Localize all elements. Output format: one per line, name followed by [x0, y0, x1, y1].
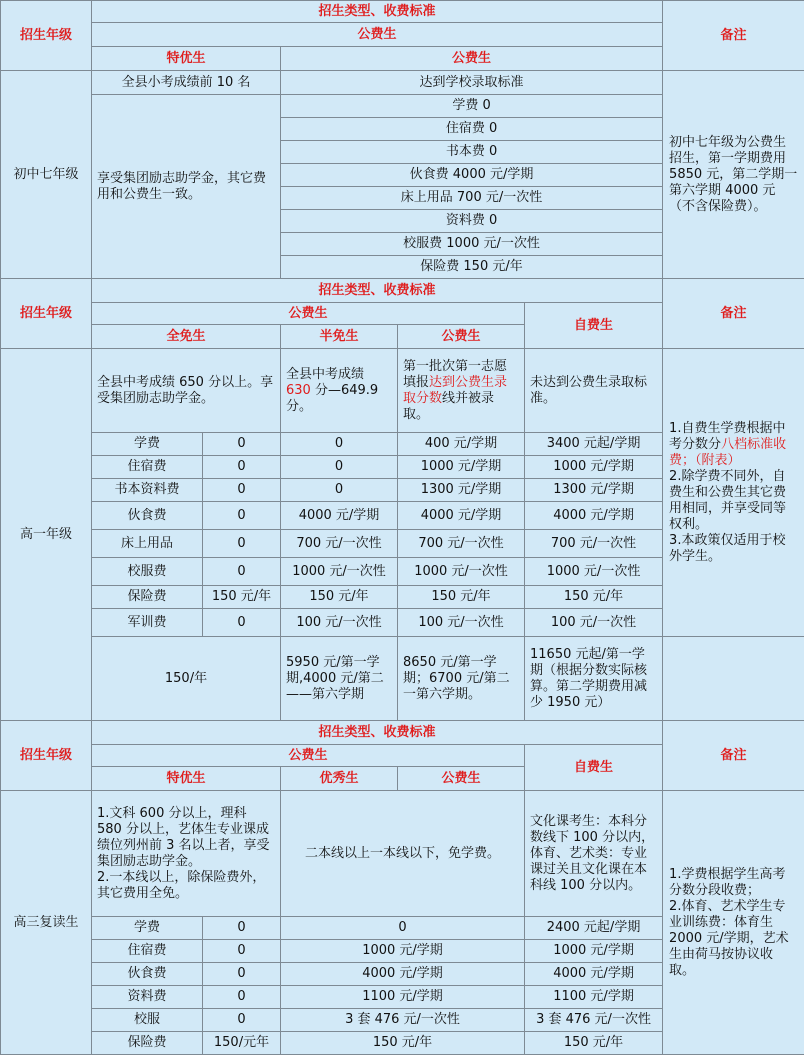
- remark-header: 备注: [663, 1, 804, 71]
- fee-self: 1000 元/学期: [525, 456, 663, 479]
- col-self: 自费生: [525, 745, 663, 791]
- fee-item: 床上用品 700 元/一次性: [281, 187, 663, 210]
- fee-item-label: 住宿费: [92, 456, 203, 479]
- fee-special: 0: [203, 963, 281, 986]
- fee-item-label: 军训费: [92, 609, 203, 637]
- fee-full: 0: [203, 479, 281, 502]
- remark-senior1: 1.自费生学费根据中考分数分八档标准收费；（附表） 2.除学费不同外，自费生和公费生其它费用相同，并享受同等权利。 3.本政策仅适用于校外学生。: [663, 349, 804, 637]
- fee-item-label: 资料费: [92, 986, 203, 1009]
- total-public: 8650 元/第一学期；6700 元/第二一第六学期。: [398, 637, 525, 721]
- remark-repeat: 1.学费根据学生高考分数分段收费； 2.体育、艺术学生专业训练费：体育生 2000 元/学期，艺术生由荷马按协议收取。: [663, 791, 804, 1055]
- col-full-free: 全免生: [92, 325, 281, 349]
- condition-half-free: 全县中考成绩 630 分—649.9 分。: [281, 349, 398, 433]
- total-half: 5950 元/第一学期,4000 元/第二——第六学期: [281, 637, 398, 721]
- fee-self: 2400 元起/学期: [525, 917, 663, 940]
- fee-item-label: 伙食费: [92, 502, 203, 530]
- fee-public: 100 元/一次性: [398, 609, 525, 637]
- fee-special: 0: [203, 917, 281, 940]
- public-group-header: 公费生: [92, 745, 525, 767]
- fee-self: 1000 元/学期: [525, 940, 663, 963]
- fee-half: 100 元/一次性: [281, 609, 398, 637]
- fee-public: 1000 元/一次性: [398, 558, 525, 586]
- col-public: 公费生: [281, 47, 663, 71]
- fee-public: 1000 元/学期: [398, 456, 525, 479]
- fee-public: 150 元/年: [398, 586, 525, 609]
- fee-self: 3 套 476 元/一次性: [525, 1009, 663, 1032]
- fee-full: 0: [203, 558, 281, 586]
- fee-full: 0: [203, 530, 281, 558]
- fee-item-label: 学费: [92, 433, 203, 456]
- fee-half: 150 元/年: [281, 586, 398, 609]
- fee-item-label: 床上用品: [92, 530, 203, 558]
- fee-mid: 0: [281, 917, 525, 940]
- condition-self: 文化课考生：本科分数线下 100 分以内，体育、艺术类：专业课过关且文化课在本科线 100 分以内。: [525, 791, 663, 917]
- col-special: 特优生: [92, 47, 281, 71]
- fee-full: 0: [203, 609, 281, 637]
- fee-self: 1300 元/学期: [525, 479, 663, 502]
- tier-highlight: 八档标准收费；（附表）: [669, 436, 787, 468]
- fee-self: 100 元/一次性: [525, 609, 663, 637]
- condition-public: 第一批次第一志愿填报达到公费生录取分数线并被录取。: [398, 349, 525, 433]
- fee-item-label: 学费: [92, 917, 203, 940]
- total-self: 11650 元起/第一学期（根据分数实际核算。第二学期费用减少 1950 元）: [525, 637, 663, 721]
- fee-item-label: 伙食费: [92, 963, 203, 986]
- fee-item-label: 保险费: [92, 586, 203, 609]
- fee-item: 住宿费 0: [281, 118, 663, 141]
- fee-self: 150 元/年: [525, 1032, 663, 1055]
- fee-item: 伙食费 4000 元/学期: [281, 164, 663, 187]
- fee-self: 3400 元起/学期: [525, 433, 663, 456]
- fee-half: 1000 元/一次性: [281, 558, 398, 586]
- total-full: 150/年: [92, 637, 281, 721]
- fee-item: 书本费 0: [281, 141, 663, 164]
- public-group-header: 公费生: [92, 23, 663, 47]
- fee-special: 0: [203, 1009, 281, 1032]
- fee-item: 保险费 150 元/年: [281, 256, 663, 279]
- admission-highlight: 达到公费生录取分数: [403, 374, 508, 406]
- fee-self: 4000 元/学期: [525, 502, 663, 530]
- remark-header: 备注: [663, 279, 804, 349]
- remark-header: 备注: [663, 721, 804, 791]
- fee-type-header: 招生类型、收费标准: [92, 721, 663, 745]
- fee-public: 4000 元/学期: [398, 502, 525, 530]
- fee-self: 4000 元/学期: [525, 963, 663, 986]
- fee-full: 0: [203, 433, 281, 456]
- fee-self: 1000 元/一次性: [525, 558, 663, 586]
- condition-mid: 二本线以上一本线以下，免学费。: [281, 791, 525, 917]
- grade-header: 招生年级: [1, 721, 92, 791]
- fee-mid: 4000 元/学期: [281, 963, 525, 986]
- grade-repeat: 高三复读生: [1, 791, 92, 1055]
- col-public: 公费生: [398, 767, 525, 791]
- fee-type-header: 招生类型、收费标准: [92, 1, 663, 23]
- fee-type-header: 招生类型、收费标准: [92, 279, 663, 303]
- fee-item-label: 住宿费: [92, 940, 203, 963]
- condition-public: 达到学校录取标准: [281, 71, 663, 95]
- fee-half: 0: [281, 479, 398, 502]
- fee-half: 700 元/一次性: [281, 530, 398, 558]
- col-self: 自费生: [525, 303, 663, 349]
- condition-self: 未达到公费生录取标准。: [525, 349, 663, 433]
- fee-mid: 150 元/年: [281, 1032, 525, 1055]
- fee-item: 资料费 0: [281, 210, 663, 233]
- fee-public: 700 元/一次性: [398, 530, 525, 558]
- fee-self: 150 元/年: [525, 586, 663, 609]
- fee-special: 150/元年: [203, 1032, 281, 1055]
- fee-half: 0: [281, 456, 398, 479]
- grade-header: 招生年级: [1, 1, 92, 71]
- col-excellent: 优秀生: [281, 767, 398, 791]
- fee-full: 0: [203, 456, 281, 479]
- fee-item-label: 保险费: [92, 1032, 203, 1055]
- public-group-header: 公费生: [92, 303, 525, 325]
- fee-special: 0: [203, 986, 281, 1009]
- fee-special: 0: [203, 940, 281, 963]
- fee-half: 4000 元/学期: [281, 502, 398, 530]
- grade-header: 招生年级: [1, 279, 92, 349]
- total-remark-empty: [663, 637, 804, 721]
- fee-full: 150 元/年: [203, 586, 281, 609]
- fee-public: 1300 元/学期: [398, 479, 525, 502]
- col-special: 特优生: [92, 767, 281, 791]
- fee-mid: 1100 元/学期: [281, 986, 525, 1009]
- fee-mid: 3 套 476 元/一次性: [281, 1009, 525, 1032]
- condition-full-free: 全县中考成绩 650 分以上。享受集团励志助学金。: [92, 349, 281, 433]
- remark-junior7: 初中七年级为公费生招生，第一学期费用 5850 元，第二学期一第六学期 4000 元（不含保险费）。: [663, 71, 804, 279]
- fee-item: 学费 0: [281, 95, 663, 118]
- fee-full: 0: [203, 502, 281, 530]
- grade-junior7: 初中七年级: [1, 71, 92, 279]
- fee-mid: 1000 元/学期: [281, 940, 525, 963]
- score-highlight: 630: [286, 382, 311, 398]
- condition-special: 1.文科 600 分以上，理科 580 分以上，艺体生专业课成绩位列州前 3 名以上者，享受集团励志助学金。 2.一本线以上，除保险费外，其它费用全免。: [92, 791, 281, 917]
- fee-self: 1100 元/学期: [525, 986, 663, 1009]
- col-half-free: 半免生: [281, 325, 398, 349]
- fee-item-label: 校服费: [92, 558, 203, 586]
- fee-self: 700 元/一次性: [525, 530, 663, 558]
- fee-item-label: 校服: [92, 1009, 203, 1032]
- fee-item: 校服费 1000 元/一次性: [281, 233, 663, 256]
- grade-senior1: 高一年级: [1, 349, 92, 721]
- condition-special: 全县小考成绩前 10 名: [92, 71, 281, 95]
- fee-public: 400 元/学期: [398, 433, 525, 456]
- fee-half: 0: [281, 433, 398, 456]
- benefit-special: 享受集团励志助学金，其它费用和公费生一致。: [92, 95, 281, 279]
- col-public: 公费生: [398, 325, 525, 349]
- fee-item-label: 书本资料费: [92, 479, 203, 502]
